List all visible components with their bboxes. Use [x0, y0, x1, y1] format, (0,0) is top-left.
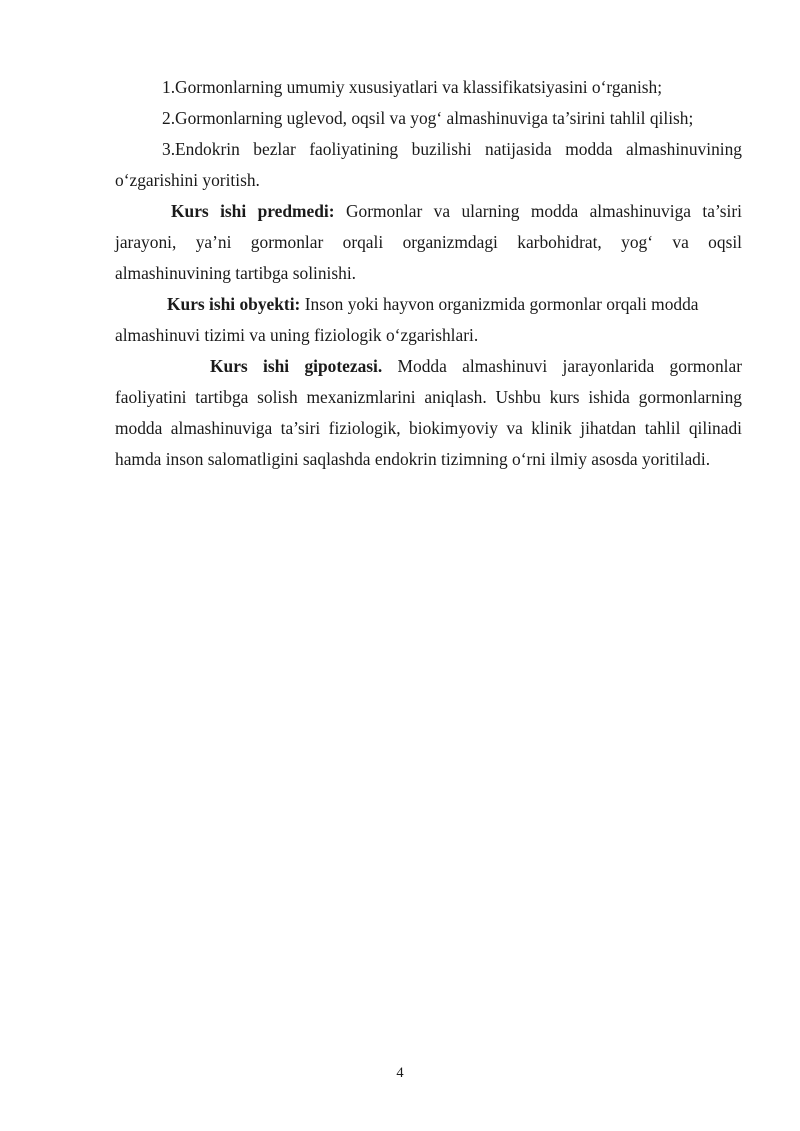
- list-item-2: 2.Gormonlarning uglevod, oqsil va yog‘ almashinuviga ta’sirini tahlil qilish;: [162, 108, 694, 128]
- gipoteza-paragraph: [115, 351, 742, 475]
- predmet-paragraph: [115, 196, 742, 289]
- obyekt-paragraph: [115, 289, 742, 351]
- obyekt-label: Kurs ishi obyekti:: [167, 294, 301, 314]
- obyekt-text: Inson yoki hayvon organizmida gormonlar orqali modda almashinuvi tizimi va uning fiziologik o‘zgarishlari.: [115, 294, 699, 345]
- predmet-text: Gormonlar va ularning modda almashinuviga ta’siri jarayoni, ya’ni gormonlar orqali organizmdagi karbohidrat, yog‘ va oqsil almashinuvining tartibga solinishi.: [115, 201, 742, 283]
- page-body: [115, 72, 742, 475]
- predmet-label: Kurs ishi predmedi:: [171, 201, 335, 221]
- gipoteza-text: Modda almashinuvi jarayonlarida gormonlar faoliyatini tartibga solish mexanizmlarini aniqlash. Ushbu kurs ishida gormonlarning modda almashinuviga ta’siri fiziologik, biokimyoviy va klinik jihatdan tahlil qilinadi hamda inson salomatligini saqlashda endokrin tizimning o‘rni ilmiy asosda yoritiladi.: [115, 356, 742, 469]
- list-item-3: 3.Endokrin bezlar faoliyatining buzilishi natijasida modda almashinuvining o‘zgarishini yoritish.: [115, 139, 742, 190]
- list-item-1: 1.Gormonlarning umumiy xususiyatlari va klassifikatsiyasini o‘rganish;: [162, 77, 663, 97]
- gipoteza-label: Kurs ishi gipotezasi.: [210, 356, 383, 376]
- page-number: 4: [396, 1065, 404, 1081]
